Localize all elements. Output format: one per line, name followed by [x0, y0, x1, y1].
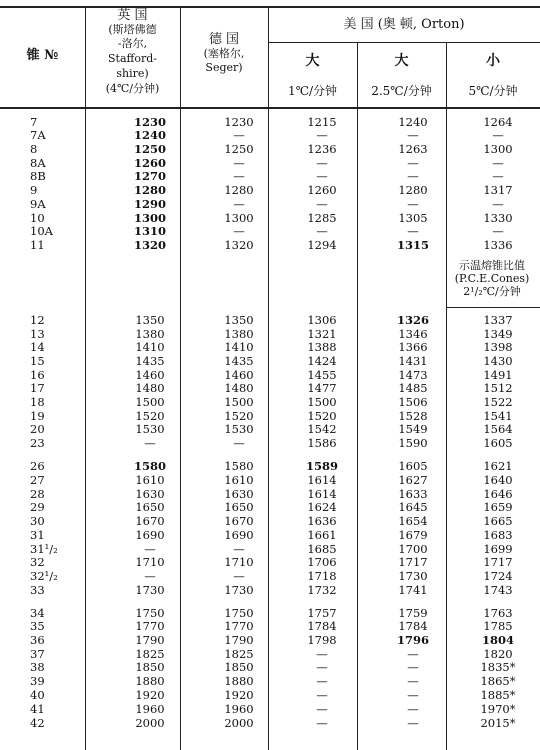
temperature-cell: 1300 — [224, 211, 254, 225]
temperature-cell: 1270 — [133, 169, 166, 183]
temperature-cell: 1710 — [135, 555, 165, 569]
pce-note-line: 2¹/₂℃/分钟 — [463, 285, 521, 298]
temperature-cell: 1500 — [307, 395, 337, 409]
temperature-cell: 1236 — [307, 142, 337, 156]
rate-5c: 5℃/分钟 — [468, 84, 518, 98]
temperature-cell: 1825 — [224, 647, 254, 661]
cone-number: 42 — [30, 716, 45, 730]
empty-cell-dash: — — [492, 156, 504, 170]
temperature-cell: 1732 — [307, 583, 337, 597]
temperature-cell: 1317 — [483, 183, 513, 197]
empty-cell-dash: — — [316, 169, 328, 183]
uk-header-line: 英 国 — [117, 8, 148, 23]
temperature-cell: 1685 — [307, 542, 337, 556]
temperature-cell: 1349 — [483, 327, 513, 341]
temperature-cell: 1280 — [133, 183, 166, 197]
temperature-cell: 1798 — [307, 633, 337, 647]
pce-box-bottom — [446, 307, 540, 308]
temperature-cell: 1624 — [307, 500, 337, 514]
empty-cell-dash: — — [407, 660, 419, 674]
temperature-cell: 1650 — [224, 500, 254, 514]
empty-cell-dash: — — [316, 688, 328, 702]
cone-number: 37 — [30, 647, 45, 661]
temperature-cell: 1300 — [133, 211, 166, 225]
temperature-cell: 1306 — [307, 313, 337, 327]
temperature-cell: 1700 — [398, 542, 428, 556]
cone-number: 39 — [30, 674, 45, 688]
temperature-cell: 1315 — [396, 238, 429, 252]
temperature-cell: 2000 — [224, 716, 254, 730]
temperature-cell: 1500 — [224, 395, 254, 409]
temperature-cell: 1294 — [307, 238, 337, 252]
cone-number: 15 — [30, 354, 45, 368]
temperature-cell: 1549 — [398, 422, 428, 436]
temperature-cell: 1350 — [224, 313, 254, 327]
empty-cell-dash: — — [316, 647, 328, 661]
temperature-cell: 1310 — [133, 224, 166, 238]
empty-cell-dash: — — [407, 169, 419, 183]
cone-number: 7 — [30, 115, 38, 129]
temperature-cell: 1920 — [135, 688, 165, 702]
temperature-cell: 1300 — [483, 142, 513, 156]
temperature-cell: 1763 — [483, 606, 513, 620]
temperature-cell: 1710 — [224, 555, 254, 569]
cone-number: 9A — [30, 197, 46, 211]
empty-cell-dash: — — [492, 128, 504, 142]
temperature-cell: 1491 — [483, 368, 513, 382]
uk-header-line: (斯塔佛德 — [108, 23, 157, 36]
temperature-cell: 1717 — [398, 555, 428, 569]
temperature-cell: 1321 — [307, 327, 337, 341]
empty-cell-dash: — — [407, 197, 419, 211]
temperature-cell: 1410 — [224, 340, 254, 354]
temperature-cell: 1473 — [398, 368, 428, 382]
cone-number: 13 — [30, 327, 45, 341]
empty-cell-dash: — — [233, 128, 245, 142]
temperature-cell: 1960 — [135, 702, 165, 716]
temperature-cell: 1835* — [480, 660, 516, 674]
temperature-cell: 1880 — [224, 674, 254, 688]
temperature-cell: 1850 — [224, 660, 254, 674]
empty-cell-dash: — — [144, 542, 156, 556]
cone-number: 11 — [30, 238, 45, 252]
temperature-cell: 1796 — [396, 633, 429, 647]
temperature-cell: 1230 — [133, 115, 166, 129]
temperature-cell: 1350 — [135, 313, 165, 327]
rate-2-5c: 2.5℃/分钟 — [371, 84, 432, 98]
cone-number: 31 — [30, 528, 45, 542]
temperature-cell: 1743 — [483, 583, 513, 597]
cone-number: 8A — [30, 156, 46, 170]
temperature-cell: 1330 — [483, 211, 513, 225]
uk-header-line: shire) — [116, 67, 149, 80]
temperature-cell: 1589 — [305, 459, 338, 473]
temperature-cell: 1250 — [133, 142, 166, 156]
cone-number: 23 — [30, 436, 45, 450]
cone-number: 8B — [30, 169, 46, 183]
empty-cell-dash: — — [407, 716, 419, 730]
cone-number: 33 — [30, 583, 45, 597]
temperature-cell: 1388 — [307, 340, 337, 354]
temperature-cell: 1512 — [483, 381, 513, 395]
col-sep-1 — [85, 6, 86, 750]
temperature-cell: 1645 — [398, 500, 428, 514]
temperature-cell: 1520 — [135, 409, 165, 423]
temperature-cell: 1640 — [483, 473, 513, 487]
temperature-cell: 1820 — [483, 647, 513, 661]
temperature-cell: 1541 — [483, 409, 513, 423]
temperature-cell: 1650 — [135, 500, 165, 514]
col-sep-5 — [446, 42, 447, 750]
empty-cell-dash: — — [407, 688, 419, 702]
temperature-cell: 1336 — [483, 238, 513, 252]
col-sep-4 — [357, 42, 358, 750]
temperature-cell: 1590 — [398, 436, 428, 450]
temperature-cell: 1260 — [133, 156, 166, 170]
temperature-cell: 1646 — [483, 487, 513, 501]
empty-cell-dash: — — [492, 169, 504, 183]
temperature-cell: 1305 — [398, 211, 428, 225]
temperature-cell: 1730 — [224, 583, 254, 597]
temperature-cell: 1520 — [224, 409, 254, 423]
temperature-cell: 1263 — [398, 142, 428, 156]
temperature-cell: 1240 — [133, 128, 166, 142]
temperature-cell: 1610 — [135, 473, 165, 487]
temperature-cell: 1970* — [480, 702, 516, 716]
empty-cell-dash: — — [492, 197, 504, 211]
temperature-cell: 1630 — [135, 487, 165, 501]
temperature-cell: 1500 — [135, 395, 165, 409]
temperature-cell: 1530 — [224, 422, 254, 436]
temperature-cell: 1605 — [483, 436, 513, 450]
empty-cell-dash: — — [233, 224, 245, 238]
temperature-cell: 1460 — [135, 368, 165, 382]
cone-number: 7A — [30, 128, 46, 142]
temperature-cell: 1627 — [398, 473, 428, 487]
header-bottom-rule — [0, 107, 540, 109]
empty-cell-dash: — — [233, 436, 245, 450]
temperature-cell: 1398 — [483, 340, 513, 354]
cone-number: 26 — [30, 459, 45, 473]
cone-number: 9 — [30, 183, 38, 197]
empty-cell-dash: — — [316, 702, 328, 716]
temperature-cell: 1264 — [483, 115, 513, 129]
temperature-cell: 1730 — [135, 583, 165, 597]
pce-note-line: 示温熔锥比值 — [459, 259, 525, 272]
cone-number: 18 — [30, 395, 45, 409]
temperature-cell: 1480 — [135, 381, 165, 395]
empty-cell-dash: — — [144, 569, 156, 583]
temperature-cell: 1741 — [398, 583, 428, 597]
cone-number: 27 — [30, 473, 45, 487]
cone-number: 40 — [30, 688, 45, 702]
temperature-cell: 1320 — [224, 238, 254, 252]
temperature-cell: 1366 — [398, 340, 428, 354]
temperature-cell: 1784 — [307, 619, 337, 633]
cone-number: 28 — [30, 487, 45, 501]
temperature-cell: 1920 — [224, 688, 254, 702]
cone-number-header: 锥 № — [26, 48, 59, 63]
empty-cell-dash: — — [407, 128, 419, 142]
us-large-header-1: 大 — [305, 53, 320, 69]
temperature-cell: 1542 — [307, 422, 337, 436]
temperature-cell: 1850 — [135, 660, 165, 674]
empty-cell-dash: — — [316, 660, 328, 674]
temperature-cell: 1885* — [480, 688, 516, 702]
empty-cell-dash: — — [407, 647, 419, 661]
temperature-cell: 1485 — [398, 381, 428, 395]
temperature-cell: 1610 — [224, 473, 254, 487]
temperature-cell: 1770 — [135, 619, 165, 633]
temperature-cell: 1683 — [483, 528, 513, 542]
temperature-cell: 1530 — [135, 422, 165, 436]
temperature-cell: 1621 — [483, 459, 513, 473]
temperature-cell: 1785 — [483, 619, 513, 633]
temperature-cell: 1880 — [135, 674, 165, 688]
empty-cell-dash: — — [233, 542, 245, 556]
cone-number: 32¹/₂ — [30, 569, 58, 583]
temperature-cell: 1506 — [398, 395, 428, 409]
temperature-cell: 1960 — [224, 702, 254, 716]
temperature-cell: 1630 — [224, 487, 254, 501]
temperature-cell: 1661 — [307, 528, 337, 542]
temperature-cell: 1424 — [307, 354, 337, 368]
temperature-cell: 1520 — [307, 409, 337, 423]
empty-cell-dash: — — [316, 197, 328, 211]
us-header-rule — [268, 42, 540, 43]
temperature-cell: 1633 — [398, 487, 428, 501]
temperature-cell: 1410 — [135, 340, 165, 354]
temperature-cell: 1240 — [398, 115, 428, 129]
cone-number: 12 — [30, 313, 45, 327]
uk-header-line: (4℃/分钟) — [105, 82, 160, 95]
temperature-cell: 1757 — [307, 606, 337, 620]
empty-cell-dash: — — [233, 169, 245, 183]
empty-cell-dash: — — [144, 436, 156, 450]
temperature-cell: 1825 — [135, 647, 165, 661]
temperature-cell: 1480 — [224, 381, 254, 395]
empty-cell-dash: — — [316, 156, 328, 170]
cone-number: 41 — [30, 702, 45, 716]
us-small-header: 小 — [486, 53, 500, 69]
cone-number: 17 — [30, 381, 45, 395]
table-top-rule — [0, 6, 540, 8]
temperature-cell: 1586 — [307, 436, 337, 450]
empty-cell-dash: — — [407, 674, 419, 688]
empty-cell-dash: — — [492, 224, 504, 238]
cone-number: 34 — [30, 606, 45, 620]
empty-cell-dash: — — [316, 224, 328, 238]
temperature-cell: 1636 — [307, 514, 337, 528]
temperature-cell: 1285 — [307, 211, 337, 225]
temperature-cell: 1280 — [224, 183, 254, 197]
temperature-cell: 1670 — [224, 514, 254, 528]
temperature-cell: 1430 — [483, 354, 513, 368]
temperature-cell: 1280 — [398, 183, 428, 197]
de-header-line: Seger) — [205, 61, 243, 74]
empty-cell-dash: — — [316, 128, 328, 142]
cone-number: 29 — [30, 500, 45, 514]
de-header-line: (塞格尔, — [203, 47, 245, 60]
temperature-cell: 1580 — [224, 459, 254, 473]
pce-note — [446, 259, 538, 298]
temperature-cell: 1230 — [224, 115, 254, 129]
pce-note-line: (P.C.E.Cones) — [454, 272, 530, 285]
temperature-cell: 1654 — [398, 514, 428, 528]
temperature-cell: 1790 — [224, 633, 254, 647]
temperature-cell: 1435 — [224, 354, 254, 368]
cone-number: 30 — [30, 514, 45, 528]
temperature-cell: 1290 — [133, 197, 166, 211]
temperature-cell: 1460 — [224, 368, 254, 382]
temperature-cell: 1784 — [398, 619, 428, 633]
uk-header-line: -洛尔, — [117, 37, 148, 50]
cone-number: 31¹/₂ — [30, 542, 58, 556]
temperature-cell: 1790 — [135, 633, 165, 647]
cone-number: 36 — [30, 633, 45, 647]
empty-cell-dash: — — [407, 702, 419, 716]
temperature-cell: 1564 — [483, 422, 513, 436]
uk-header-line: Stafford- — [108, 52, 157, 65]
temperature-cell: 1718 — [307, 569, 337, 583]
temperature-cell: 1435 — [135, 354, 165, 368]
temperature-cell: 1865* — [480, 674, 516, 688]
temperature-cell: 1690 — [224, 528, 254, 542]
cone-number: 38 — [30, 660, 45, 674]
temperature-cell: 1717 — [483, 555, 513, 569]
temperature-cell: 1326 — [396, 313, 429, 327]
temperature-cell: 1804 — [481, 633, 514, 647]
us-large-header-2: 大 — [394, 53, 409, 69]
empty-cell-dash: — — [233, 197, 245, 211]
temperature-cell: 1724 — [483, 569, 513, 583]
cone-number: 16 — [30, 368, 45, 382]
temperature-cell: 1250 — [224, 142, 254, 156]
cone-number: 19 — [30, 409, 45, 423]
cone-number: 14 — [30, 340, 45, 354]
temperature-cell: 1528 — [398, 409, 428, 423]
temperature-cell: 1614 — [307, 473, 337, 487]
temperature-cell: 1670 — [135, 514, 165, 528]
temperature-cell: 2015* — [480, 716, 516, 730]
empty-cell-dash: — — [316, 716, 328, 730]
temperature-cell: 1522 — [483, 395, 513, 409]
temperature-cell: 1320 — [133, 238, 166, 252]
us-header: 美 国 (奥 顿, Orton) — [343, 17, 465, 32]
cone-number: 35 — [30, 619, 45, 633]
temperature-cell: 1665 — [483, 514, 513, 528]
temperature-cell: 1380 — [224, 327, 254, 341]
temperature-cell: 1380 — [135, 327, 165, 341]
temperature-cell: 1614 — [307, 487, 337, 501]
temperature-cell: 1260 — [307, 183, 337, 197]
temperature-cell: 1605 — [398, 459, 428, 473]
cone-number: 20 — [30, 422, 45, 436]
temperature-cell: 1750 — [224, 606, 254, 620]
temperature-cell: 1455 — [307, 368, 337, 382]
empty-cell-dash: — — [233, 156, 245, 170]
rate-1c: 1℃/分钟 — [287, 84, 338, 98]
temperature-cell: 1659 — [483, 500, 513, 514]
temperature-cell: 1679 — [398, 528, 428, 542]
temperature-cell: 1215 — [307, 115, 337, 129]
temperature-cell: 1690 — [135, 528, 165, 542]
cone-number: 10 — [30, 211, 45, 225]
temperature-cell: 1730 — [398, 569, 428, 583]
temperature-cell: 1346 — [398, 327, 428, 341]
temperature-cell: 1431 — [398, 354, 428, 368]
temperature-cell: 1699 — [483, 542, 513, 556]
cone-number: 10A — [30, 224, 53, 238]
temperature-cell: 2000 — [135, 716, 165, 730]
temperature-cell: 1706 — [307, 555, 337, 569]
cone-number: 8 — [30, 142, 38, 156]
temperature-cell: 1759 — [398, 606, 428, 620]
empty-cell-dash: — — [316, 674, 328, 688]
temperature-cell: 1750 — [135, 606, 165, 620]
temperature-cell: 1477 — [307, 381, 337, 395]
temperature-cell: 1337 — [483, 313, 513, 327]
empty-cell-dash: — — [233, 569, 245, 583]
temperature-cell: 1580 — [133, 459, 166, 473]
cone-number: 32 — [30, 555, 45, 569]
temperature-cell: 1770 — [224, 619, 254, 633]
empty-cell-dash: — — [407, 224, 419, 238]
empty-cell-dash: — — [407, 156, 419, 170]
de-header-line: 德 国 — [208, 32, 240, 47]
